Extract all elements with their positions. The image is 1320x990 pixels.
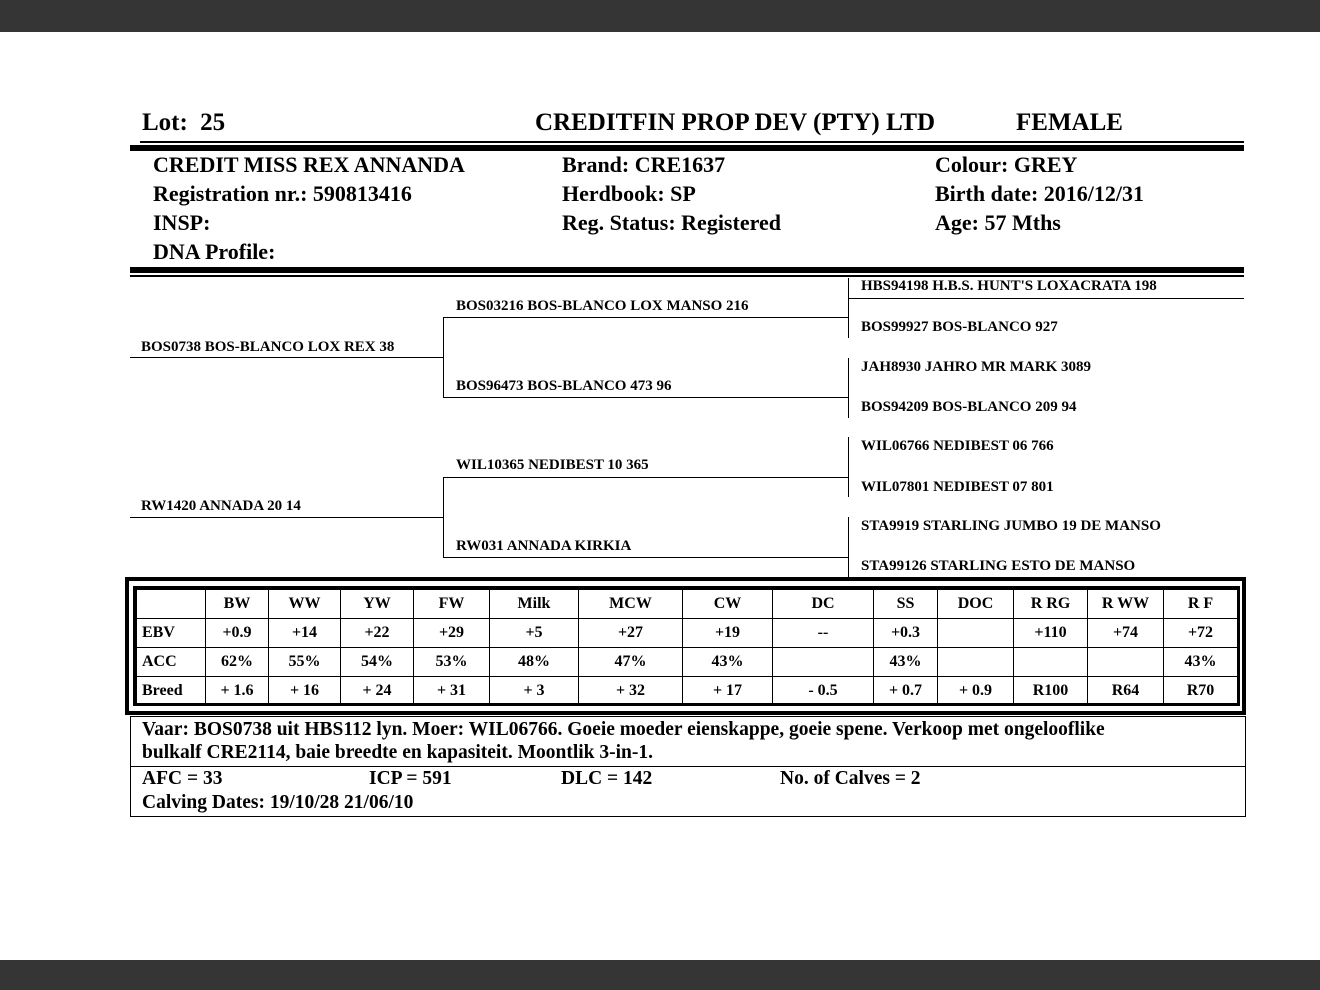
gg-bracket-1 <box>848 278 849 338</box>
ebv-header-milk: Milk <box>490 590 579 619</box>
ebv-table <box>136 589 1238 706</box>
comments-divider <box>130 766 1246 767</box>
animal-sex: FEMALE <box>1016 109 1123 136</box>
number-of-calves: No. of Calves = 2 <box>780 768 921 789</box>
comment-line-2: bulkalf CRE2114, baie breedte en kapasiteit. Moontlik 3-in-1. <box>142 742 654 763</box>
lot-number: 25 <box>200 109 226 136</box>
ebv-cell-acc-bw: 62% <box>206 648 269 677</box>
ebv-cell-breed-yw: + 24 <box>341 677 414 706</box>
ebv-cell-acc-cw: 43% <box>683 648 773 677</box>
dam-sire-line <box>443 477 848 478</box>
ebv-row-ebv <box>137 619 1238 648</box>
ebv-cell-ebv-r-ww: +74 <box>1088 619 1164 648</box>
animal-name: CREDIT MISS REX ANNANDA <box>153 152 465 177</box>
ebv-cell-breed-dc: - 0.5 <box>773 677 874 706</box>
gg-bracket-3 <box>848 437 849 497</box>
ebv-header-yw: YW <box>341 590 414 619</box>
ebv-cell-breed-r-f: R70 <box>1164 677 1238 706</box>
ebv-header-dc: DC <box>773 590 874 619</box>
ebv-cell-breed-ss: + 0.7 <box>874 677 938 706</box>
insp-label: INSP: <box>153 210 211 235</box>
gg-bracket-4 <box>848 517 849 577</box>
info-rule-thin <box>130 275 1244 277</box>
ebv-cell-breed-bw: + 1.6 <box>206 677 269 706</box>
sire-bracket <box>443 317 444 398</box>
info-rule-thick <box>130 267 1244 273</box>
ebv-cell-ebv-yw: +22 <box>341 619 414 648</box>
dam-bracket <box>443 477 444 558</box>
comment-line-1: Vaar: BOS0738 uit HBS112 lyn. Moer: WIL06766. Goeie moeder eienskappe, goeie spene. Verkoop met ongelooflike <box>142 719 1105 740</box>
ebv-cell-breed-milk: + 3 <box>490 677 579 706</box>
top-frame-bar <box>0 0 1320 32</box>
sire-line <box>130 357 443 358</box>
ebv-cell-ebv-row-label: EBV <box>137 619 206 648</box>
ebv-cell-acc-yw: 54% <box>341 648 414 677</box>
ebv-cell-acc-doc <box>938 648 1014 677</box>
ebv-cell-acc-mcw: 47% <box>579 648 683 677</box>
ebv-cell-acc-ww: 55% <box>269 648 341 677</box>
seller-name: CREDITFIN PROP DEV (PTY) LTD <box>535 109 936 136</box>
ebv-cell-breed-doc: + 0.9 <box>938 677 1014 706</box>
registration-number: Registration nr.: 590813416 <box>153 181 412 206</box>
ebv-cell-ebv-bw: +0.9 <box>206 619 269 648</box>
afc-value: AFC = 33 <box>142 768 223 789</box>
gg-name-3: JAH8930 JAHRO MR MARK 3089 <box>861 359 1091 375</box>
ebv-cell-breed-cw: + 17 <box>683 677 773 706</box>
ebv-cell-ebv-cw: +19 <box>683 619 773 648</box>
ebv-cell-acc-fw: 53% <box>414 648 490 677</box>
bottom-frame-bar <box>0 960 1320 990</box>
dna-profile-label: DNA Profile: <box>153 239 276 264</box>
ebv-cell-ebv-ww: +14 <box>269 619 341 648</box>
ebv-header-row <box>137 590 1238 619</box>
ebv-cell-acc-r-rg <box>1014 648 1088 677</box>
ebv-header-cw: CW <box>683 590 773 619</box>
ebv-cell-acc-dc <box>773 648 874 677</box>
ebv-cell-acc-row-label: ACC <box>137 648 206 677</box>
ebv-cell-breed-fw: + 31 <box>414 677 490 706</box>
ebv-header-row-label <box>137 590 206 619</box>
calving-dates: Calving Dates: 19/10/28 21/06/10 <box>142 792 414 813</box>
ebv-cell-ebv-ss: +0.3 <box>874 619 938 648</box>
ebv-cell-ebv-mcw: +27 <box>579 619 683 648</box>
sire-sire-line <box>443 317 848 318</box>
dlc-value: DLC = 142 <box>561 768 653 789</box>
brand: Brand: CRE1637 <box>562 152 726 177</box>
dam-name: RW1420 ANNADA 20 14 <box>141 498 301 514</box>
ebv-cell-breed-ww: + 16 <box>269 677 341 706</box>
ebv-header-r-f: R F <box>1164 590 1238 619</box>
lot-label-text: Lot: <box>142 109 188 136</box>
gg-name-7: STA9919 STARLING JUMBO 19 DE MANSO <box>861 518 1161 534</box>
herdbook: Herdbook: SP <box>562 181 696 206</box>
ebv-header-r-rg: R RG <box>1014 590 1088 619</box>
ebv-row-acc <box>137 648 1238 677</box>
sire-sire-name: BOS03216 BOS-BLANCO LOX MANSO 216 <box>456 298 749 314</box>
ebv-cell-ebv-r-f: +72 <box>1164 619 1238 648</box>
age: Age: 57 Mths <box>935 210 1061 235</box>
birth-date: Birth date: 2016/12/31 <box>935 181 1144 206</box>
dam-dam-line <box>443 557 848 558</box>
lot-label <box>142 109 225 137</box>
ebv-cell-ebv-r-rg: +110 <box>1014 619 1088 648</box>
ebv-header-bw: BW <box>206 590 269 619</box>
ebv-cell-ebv-doc <box>938 619 1014 648</box>
header-rule-thin <box>140 141 1244 143</box>
dam-sire-name: WIL10365 NEDIBEST 10 365 <box>456 457 649 473</box>
gg-bracket-2 <box>848 358 849 418</box>
gg-name-2: BOS99927 BOS-BLANCO 927 <box>861 319 1058 335</box>
dam-line <box>130 517 443 518</box>
icp-value: ICP = 591 <box>369 768 452 789</box>
sire-dam-name: BOS96473 BOS-BLANCO 473 96 <box>456 378 672 394</box>
ebv-cell-breed-mcw: + 32 <box>579 677 683 706</box>
gg-line-1 <box>848 298 1244 299</box>
ebv-cell-acc-r-ww <box>1088 648 1164 677</box>
ebv-cell-ebv-fw: +29 <box>414 619 490 648</box>
ebv-cell-acc-ss: 43% <box>874 648 938 677</box>
dam-dam-name: RW031 ANNADA KIRKIA <box>456 538 632 554</box>
gg-name-1: HBS94198 H.B.S. HUNT'S LOXACRATA 198 <box>861 278 1157 294</box>
gg-name-6: WIL07801 NEDIBEST 07 801 <box>861 479 1054 495</box>
ebv-header-mcw: MCW <box>579 590 683 619</box>
ebv-row-breed <box>137 677 1238 706</box>
colour: Colour: GREY <box>935 152 1078 177</box>
ebv-header-ww: WW <box>269 590 341 619</box>
ebv-header-fw: FW <box>414 590 490 619</box>
ebv-cell-ebv-dc: -- <box>773 619 874 648</box>
sire-name: BOS0738 BOS-BLANCO LOX REX 38 <box>141 339 395 355</box>
ebv-header-doc: DOC <box>938 590 1014 619</box>
ebv-header-r-ww: R WW <box>1088 590 1164 619</box>
gg-name-8: STA99126 STARLING ESTO DE MANSO <box>861 558 1136 574</box>
header-rule-thick <box>130 145 1244 151</box>
ebv-cell-acc-milk: 48% <box>490 648 579 677</box>
ebv-header-ss: SS <box>874 590 938 619</box>
registration-status: Reg. Status: Registered <box>562 210 781 235</box>
ebv-cell-ebv-milk: +5 <box>490 619 579 648</box>
ebv-cell-breed-r-ww: R64 <box>1088 677 1164 706</box>
gg-name-5: WIL06766 NEDIBEST 06 766 <box>861 438 1054 454</box>
ebv-cell-acc-r-f: 43% <box>1164 648 1238 677</box>
sire-dam-line <box>443 397 848 398</box>
gg-name-4: BOS94209 BOS-BLANCO 209 94 <box>861 399 1077 415</box>
ebv-cell-breed-row-label: Breed <box>137 677 206 706</box>
ebv-cell-breed-r-rg: R100 <box>1014 677 1088 706</box>
